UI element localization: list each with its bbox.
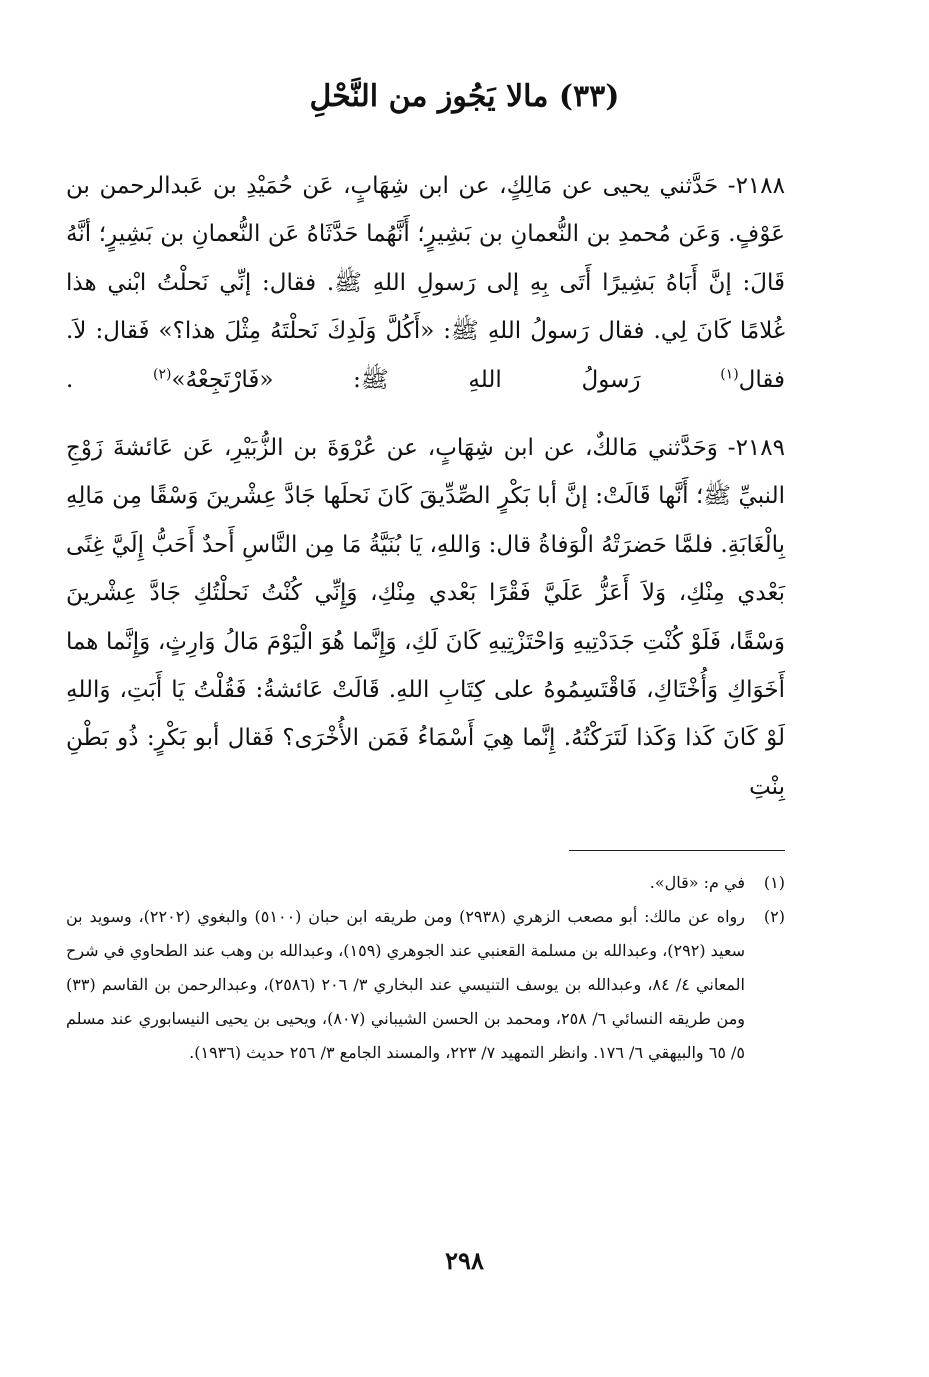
footnote-number: (٢): [763, 907, 785, 926]
hadith-2189: ٢١٨٩- وَحَدَّثني مَالكٌ، عن ابن شِهَابٍ، عن عُرْوَةَ بن الزُّبَيْرِ، عَن عَائشةَ زَوْجِ النبيِّ ﷺ؛ أَنَّها قَالَتْ: إنَّ أبا بَكْرٍ الصِّدِّيقَ كَانَ نَحلَها جَادَّ عِشْرينَ وَسْقًا مِن مَالِهِ بِالْغَابَةِ. فلمَّا حَضرَتْهُ الْوَفاةُ قال: وَاللهِ، يَا بُنَيَّةُ مَا مِن النَّاسِ أَحدٌ أَحَبُّ إِلَيَّ غِنًى بَعْدي مِنْكِ، وَلاَ أَعَزُّ عَلَيَّ فَقْرًا بَعْدي مِنْكِ، وَإِنِّي كُنْتُ نَحلْتُكِ جَادَّ عِشْرينَ وَسْقًا، فَلَوْ كُنْتِ جَدَدْتِيهِ وَاحْتَزْتِيهِ كَانَ لَكِ، وَإِنَّما هُوَ الْيَوْمَ مَالُ وَارِثٍ، وَإِنَّما هما أَخَوَاكِ وَأُخْتَاكِ، فَاقْتَسِمُوهُ على كِتَابِ اللهِ. قَالَتْ عَائشةُ: فَقُلْتُ يَا أَبَتِ، وَاللهِ لَوْ كَانَ كَذا وَكَذا لَتَرَكْتُهُ. إِنَّما هِيَ أَسْمَاءُ فَمَن الأُخْرَى؟ فَقال أبو بَكْرٍ: ذُو بَطْنِ بِنْتِ: [66, 435, 785, 800]
footnote-ref-1[interactable]: (١): [720, 365, 739, 382]
footnote-text: في م: «قال».: [649, 873, 745, 892]
hadith-2188-text-cont: رَسولُ اللهِ ﷺ: «فَارْتَجِعْهُ»: [171, 366, 721, 393]
footnotes: [66, 866, 785, 1070]
footnote-2: [66, 900, 785, 1070]
footnote-1: [66, 866, 785, 900]
chapter-title: (٣٣) مالا يَجُوز من النَّحْلِ: [309, 79, 620, 114]
hadith-2188-text-end: .: [66, 366, 154, 393]
main-text: [66, 162, 785, 811]
footnote-separator: [569, 850, 785, 851]
footnote-text: رواه عن مالك: أبو مصعب الزهري (٢٩٣٨) ومن طريقه ابن حبان (٥١٠٠) والبغوي (٢٢٠٢)، وسويد بن سعيد (٢٩٢)، وعبدالله بن مسلمة القعنبي عند الجوهري (١٥٩)، وعبدالله بن وهب عند الطحاوي في شرح المعاني ٤/ ٨٤، وعبدالله بن يوسف التنيسي عند البخاري ٣/ ٢٠٦ (٢٥٨٦)، وعبدالرحمن بن القاسم (٣٣) ومن طريقه النسائي ٦/ ٢٥٨، ومحمد بن الحسن الشيباني (٨٠٧)، ويحيى بن يحيى النيسابوري عند مسلم ٥/ ٦٥ والبيهقي ٦/ ١٧٦. وانظر التمهيد ٧/ ٢٢٣، والمسند الجامع ٣/ ٢٥٦ حديث (١٩٣٦).: [66, 907, 746, 1062]
hadith-2188-text: ٢١٨٨- حَدَّثني يحيى عن مَالِكٍ، عن ابن شِهَابٍ، عَن حُمَيْدِ بن عَبدالرحمن بن عَوْفٍ. وَعَن مُحمدِ بن النُّعمانِ بن بَشِيرٍ؛ أَنَّهُما حَدَّثَاهُ عَن النُّعمانِ بن بَشِيرٍ؛ أنَّهُ قَالَ: إنَّ أَبَاهُ بَشِيرًا أَتَى بِهِ إلى رَسولِ اللهِ ﷺ. فقال: إنِّي نَحلْتُ ابْني هذا غُلامًا كَانَ لِي. فقال رَسولُ اللهِ ﷺ: «أَكُلَّ وَلَدِكَ نَحلْتَهُ مِثْلَ هذا؟» فَقال: لاَ. فقال: [66, 173, 786, 393]
hadith-2188: [66, 162, 785, 404]
footnote-number: (١): [763, 873, 785, 892]
page-number: ٢٩٨: [445, 1246, 484, 1275]
footnote-ref-2[interactable]: (٢): [153, 365, 172, 382]
